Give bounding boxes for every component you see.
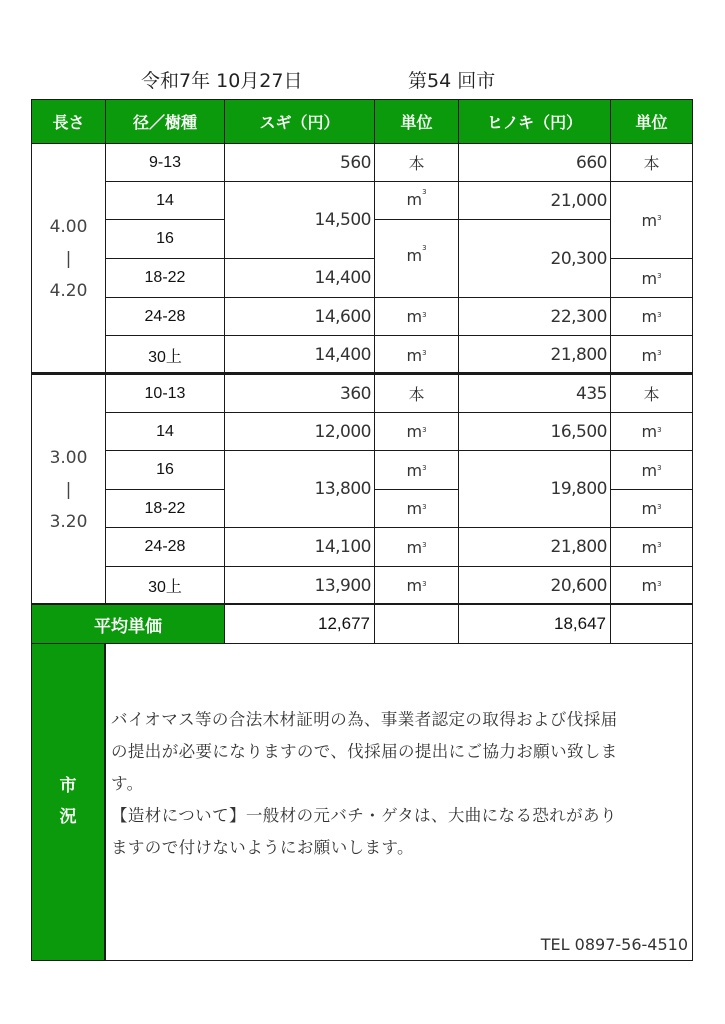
diameter-cell: 10-13: [105, 374, 225, 413]
sugi-unit: m $^3$: [374, 527, 459, 567]
market-comment-box: [105, 643, 693, 961]
sugi-unit: m $^3$: [374, 219, 459, 298]
diameter-cell: 16: [105, 450, 225, 490]
hinoki-price: 19,800: [458, 450, 611, 528]
hinoki-unit: m $^3$: [610, 297, 693, 336]
length-range-3m: [31, 374, 106, 605]
col-header-sugi-unit: 単位: [374, 99, 459, 144]
length-min: 3.00: [49, 447, 88, 468]
diameter-cell: 24-28: [105, 527, 225, 567]
diameter-cell: 30上: [105, 335, 225, 375]
length-range-4m: [31, 143, 106, 375]
hinoki-price: 435: [458, 374, 611, 413]
hinoki-average-unit: [610, 604, 693, 644]
sugi-average-price: 12,677: [224, 604, 375, 644]
hinoki-unit: m $^3$: [610, 489, 693, 528]
sugi-unit: m $^3$: [374, 566, 459, 605]
market-comment-text: [111, 704, 691, 864]
sugi-unit: m $^3$: [374, 335, 459, 375]
market-label-char-1: 市: [59, 776, 77, 796]
market-label-char-2: 況: [59, 807, 77, 827]
diameter-cell: 9-13: [105, 143, 225, 182]
auction-date: 令和7年 10月27日: [141, 70, 303, 92]
hinoki-price: 20,300: [458, 219, 611, 298]
sugi-price: 13,900: [224, 566, 375, 605]
hinoki-price: 16,500: [458, 412, 611, 451]
col-header-diameter: 径／樹種: [105, 99, 225, 144]
sugi-price: 14,500: [224, 181, 375, 259]
sugi-unit: m $^3$: [374, 297, 459, 336]
average-price-label: 平均単価: [31, 604, 225, 644]
length-min: 4.00: [49, 217, 88, 237]
diameter-cell: 18-22: [105, 489, 225, 528]
length-max: 3.20: [49, 511, 88, 532]
diameter-cell: 14: [105, 412, 225, 451]
sugi-price: 13,800: [224, 450, 375, 528]
auction-session: 第54 回市: [408, 70, 496, 92]
comment-line: す。: [111, 774, 144, 793]
hinoki-unit: m $^3$: [610, 335, 693, 375]
sugi-price: 14,100: [224, 527, 375, 567]
sugi-price: 14,400: [224, 258, 375, 298]
sugi-average-unit: [374, 604, 459, 644]
sugi-unit: m $^3$: [374, 412, 459, 451]
hinoki-unit: 本: [610, 374, 693, 413]
hinoki-unit: m $^3$: [610, 450, 693, 490]
sugi-price: 560: [224, 143, 375, 182]
diameter-cell: 18-22: [105, 258, 225, 298]
telephone-number: TEL 0897-56-4510: [540, 935, 688, 954]
col-header-hinoki-unit: 単位: [610, 99, 693, 144]
hinoki-price: 21,800: [458, 527, 611, 567]
comment-line: ますので付けないようにお願いします。: [111, 838, 414, 857]
col-header-hinoki: ヒノキ（円）: [458, 99, 611, 144]
hinoki-price: 660: [458, 143, 611, 182]
comment-line: 【造材について】一般材の元バチ・ゲタは、大曲になる恐れがあり: [111, 806, 617, 825]
hinoki-unit: 本: [610, 143, 693, 182]
hinoki-price: 22,300: [458, 297, 611, 336]
diameter-cell: 30上: [105, 566, 225, 605]
sugi-price: 12,000: [224, 412, 375, 451]
length-max: 4.20: [49, 281, 88, 301]
diameter-cell: 24-28: [105, 297, 225, 336]
col-header-sugi: スギ（円）: [224, 99, 375, 144]
length-separator: |: [65, 479, 72, 500]
hinoki-unit: m $^3$: [610, 412, 693, 451]
sugi-unit: m $^3$: [374, 489, 459, 528]
market-conditions-label: [31, 643, 105, 961]
sugi-unit: 本: [374, 143, 459, 182]
length-separator: |: [65, 249, 72, 269]
hinoki-unit: m $^3$: [610, 566, 693, 605]
col-header-length: 長さ: [31, 99, 106, 144]
sugi-price: 14,400: [224, 335, 375, 375]
hinoki-unit: m $^3$: [610, 527, 693, 567]
comment-line: の提出が必要になりますので、伐採届の提出にご協力お願い致しま: [111, 742, 618, 761]
sugi-price: 14,600: [224, 297, 375, 336]
diameter-cell: 16: [105, 219, 225, 259]
hinoki-average-price: 18,647: [458, 604, 611, 644]
sugi-unit: m $^3$: [374, 181, 459, 220]
sugi-unit: 本: [374, 374, 459, 413]
hinoki-price: 20,600: [458, 566, 611, 605]
hinoki-unit: m $^3$: [610, 181, 693, 259]
hinoki-price: 21,000: [458, 181, 611, 220]
comment-line: バイオマス等の合法木材証明の為、事業者認定の取得および伐採届: [111, 710, 618, 729]
sugi-price: 360: [224, 374, 375, 413]
sugi-unit: m $^3$: [374, 450, 459, 490]
diameter-cell: 14: [105, 181, 225, 220]
hinoki-unit: m $^3$: [610, 258, 693, 298]
hinoki-price: 21,800: [458, 335, 611, 375]
